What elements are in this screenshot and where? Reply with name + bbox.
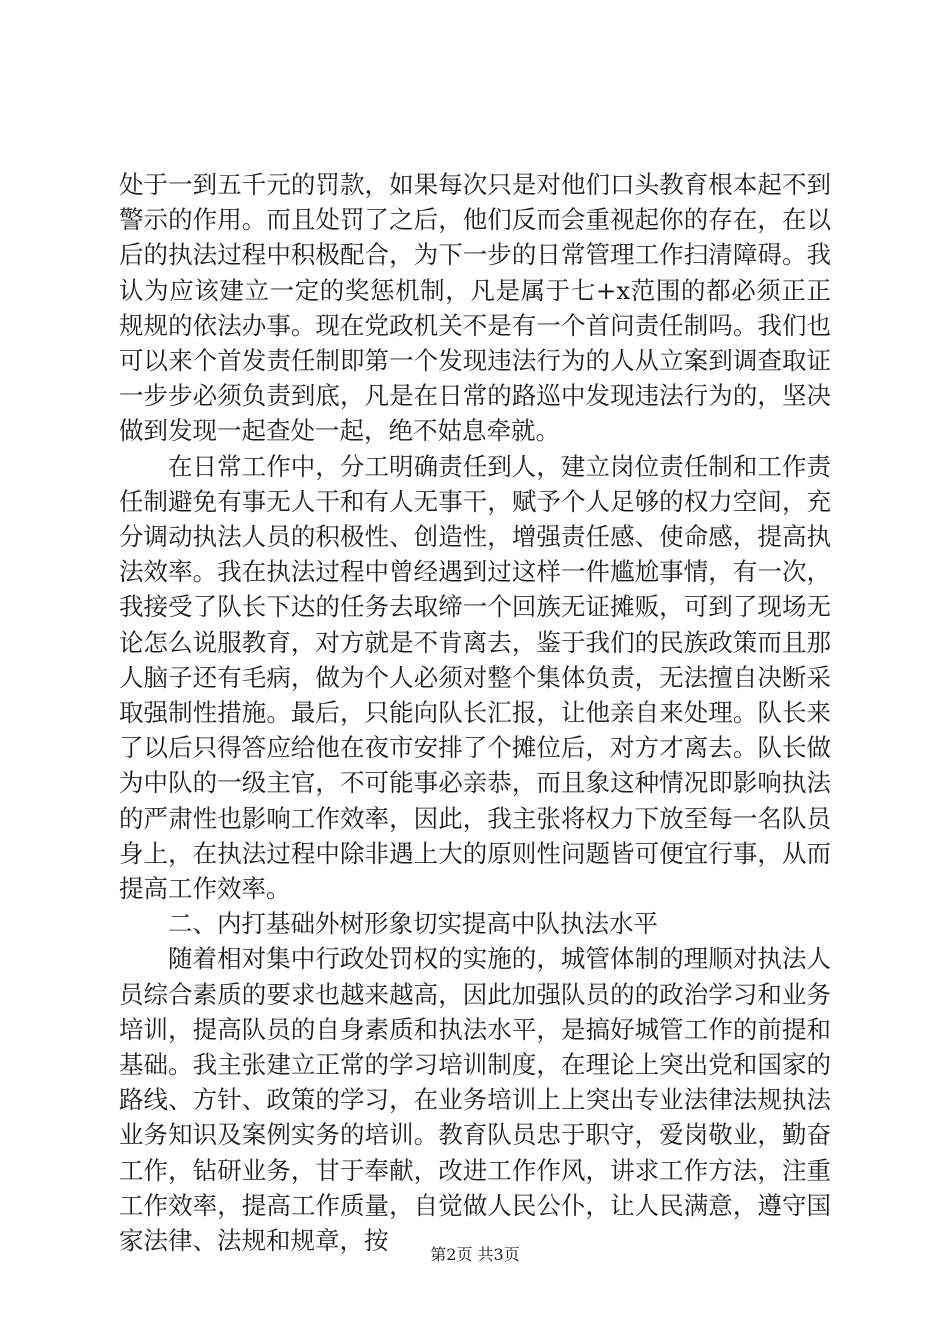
paragraph-1: 处于一到五千元的罚款，如果每次只是对他们口头教育根本起不到警示的作用。而且处罚了之后，他们反而会重视起你的存在，在以后的执法过程中积极配合，为下一步的日常管理工作扫清障碍。我认为应该建立一定的奖惩机制，凡是属于七+x范围的都必须正正规规的依法办事。现在党政机关不是有一个首问责任制吗。我们也可以来个首发责任制即第一个发现违法行为的人从立案到调查取证一步步必须负责到底，凡是在日常的路巡中发现违法行为的，坚决做到发现一起查处一起，绝不姑息牵就。: [119, 170, 831, 446]
paragraph-2: 在日常工作中，分工明确责任到人，建立岗位责任制和工作责任制避免有事无人干和有人无事干，赋予个人足够的权力空间，充分调动执法人员的积极性、创造性，增强责任感、使命感，提高执法效率。我在执法过程中曾经遇到过这样一件尴尬事情，有一次，我接受了队长下达的任务去取缔一个回族无证摊贩，可到了现场无论怎么说服教育，对方就是不肯离去，鉴于我们的民族政策而且那人脑子还有毛病，做为个人必须对整个集体负责，无法擅自决断采取强制性措施。最后，只能向队长汇报，让他亲自来处理。队长来了以后只得答应给他在夜市安排了个摊位后，对方才离去。队长做为中队的一级主官，不可能事必亲恭，而且象这种情况即影响执法的严肃性也影响工作效率，因此，我主张将权力下放至每一名队员身上，在执法过程中除非遇上大的原则性问题皆可便宜行事，从而提高工作效率。: [119, 451, 831, 904]
document-body: [119, 167, 831, 1258]
page-number-footer: 第2页 共3页: [430, 1245, 520, 1264]
paragraph-3: 随着相对集中行政处罚权的实施的，城管体制的理顺对执法人员综合素质的要求也越来越高，因此加强队员的的政治学习和业务培训，提高队员的自身素质和执法水平，是搞好城管工作的前提和基础。我主张建立正常的学习培训制度，在理论上突出党和国家的路线、方针、政策的学习，在业务培训上上突出专业法律法规执法业务知识及案例实务的培训。教育队员忠于职守，爱岗敬业，勤奋工作，钻研业务，甘于奉献，改进工作作风，讲求工作方法，注重工作效率，提高工作质量，自觉做人民公仆，让人民满意，遵守国家法律、法规和规章，按: [119, 944, 831, 1256]
section-heading: 二、内打基础外树形象切实提高中队执法水平: [168, 909, 658, 939]
